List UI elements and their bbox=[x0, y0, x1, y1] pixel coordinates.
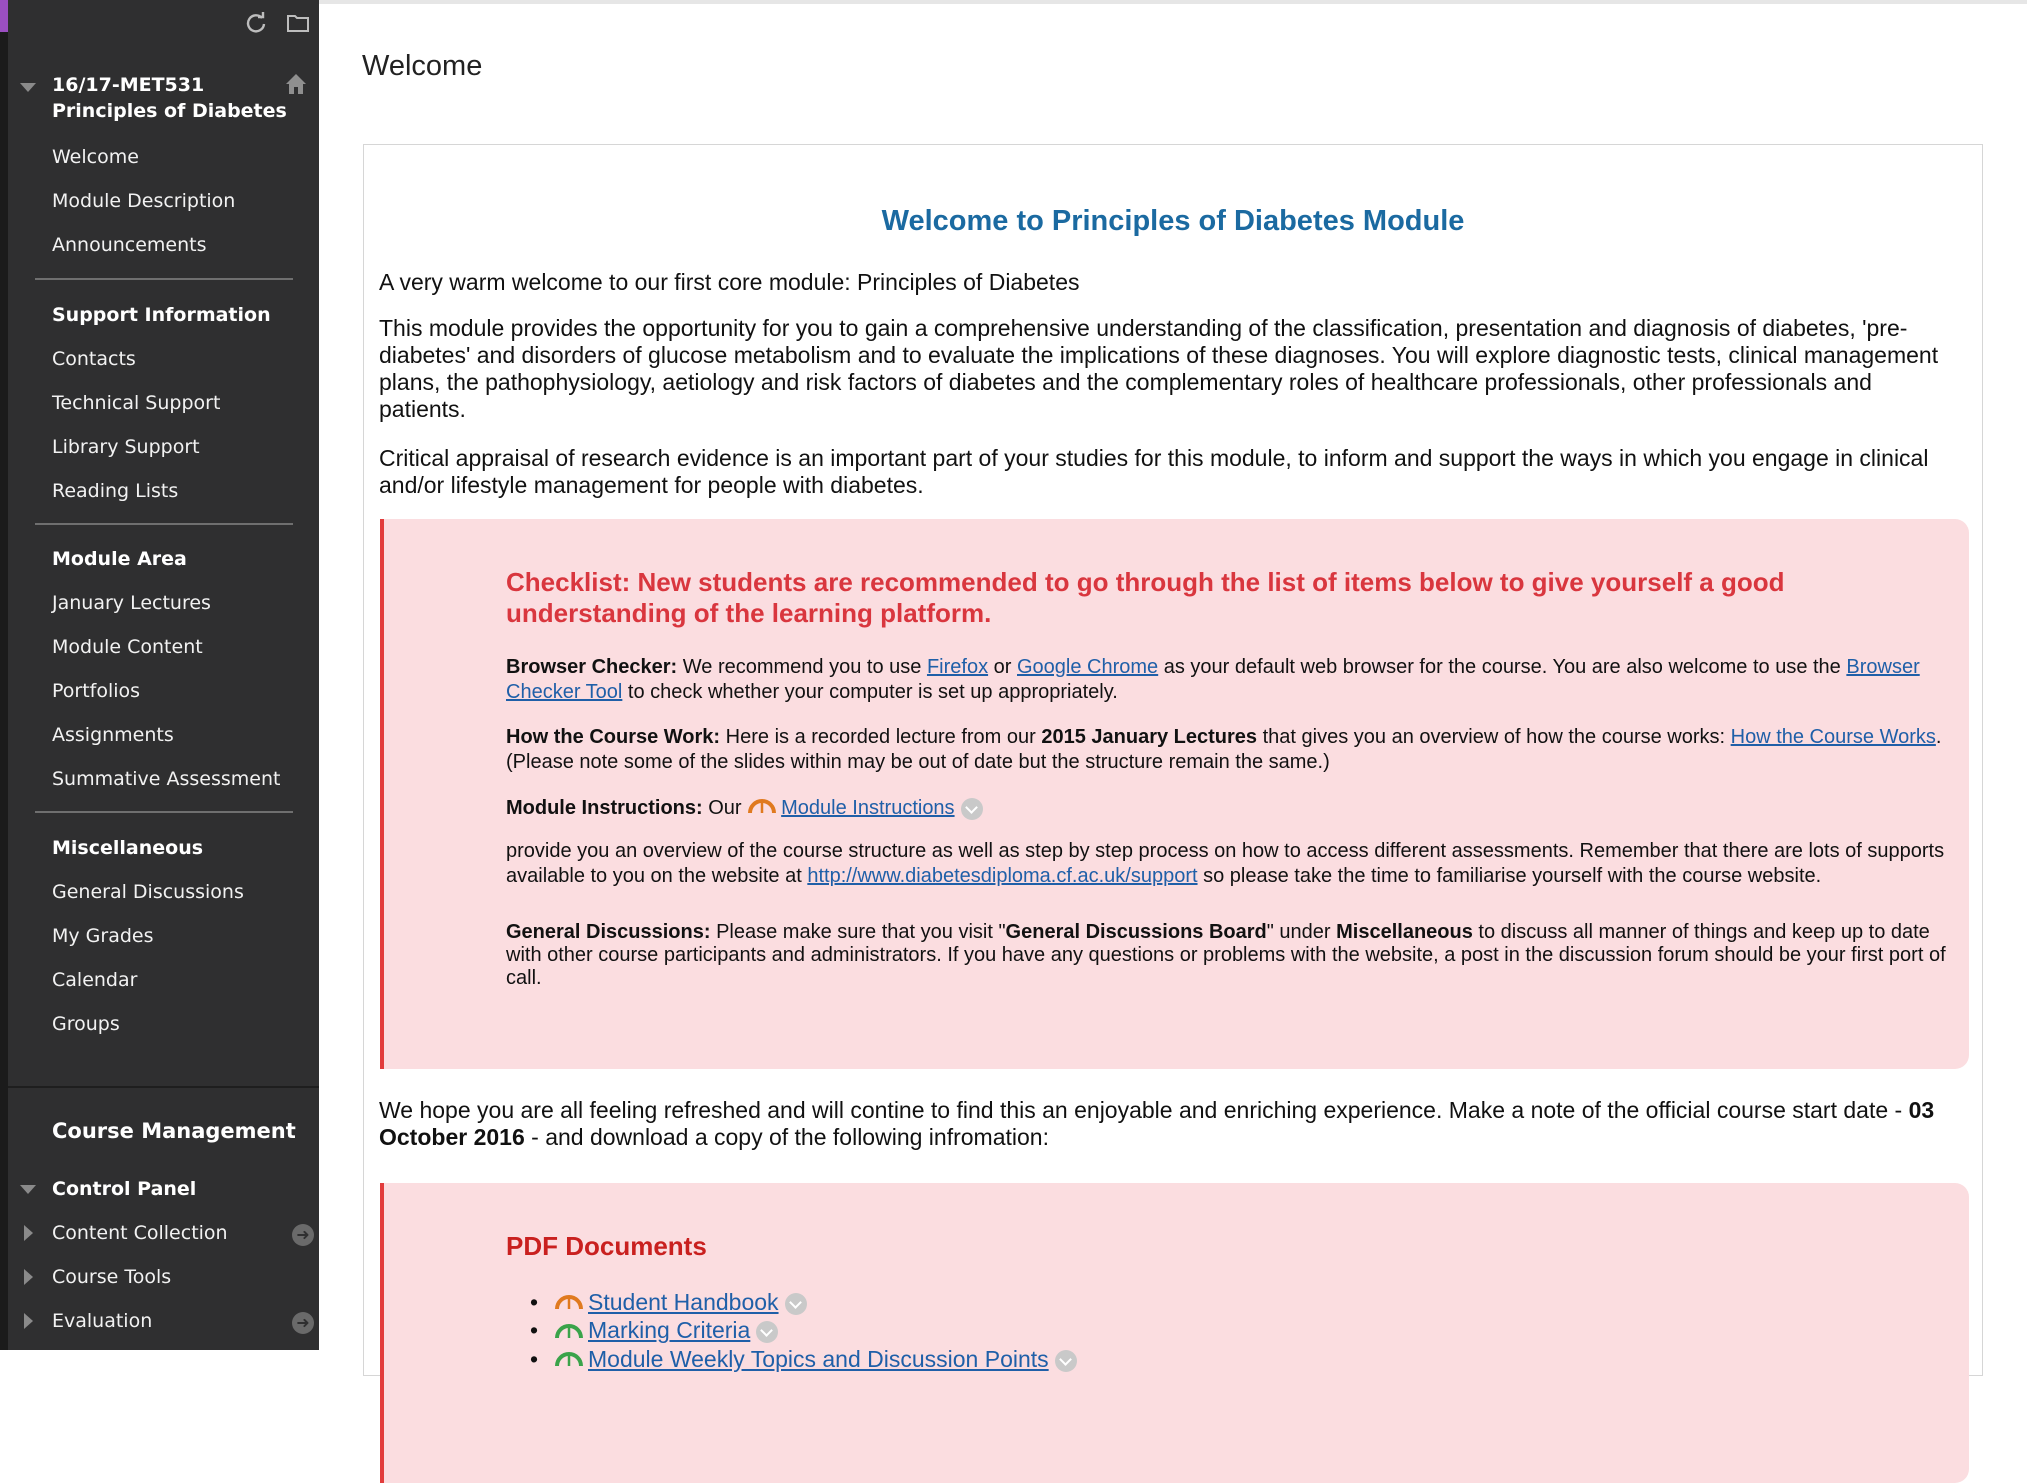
file-gauge-icon bbox=[554, 1347, 584, 1374]
closing-paragraph bbox=[379, 1097, 1964, 1151]
marking-criteria-link[interactable]: Marking Criteria bbox=[588, 1317, 751, 1344]
overview-text: so please take the time to familiarise yourself with the course website. bbox=[1203, 865, 1822, 887]
weekly-topics-link[interactable]: Module Weekly Topics and Discussion Points bbox=[588, 1345, 1049, 1372]
checklist-callout bbox=[380, 519, 1969, 1069]
course-management-heading: Course Management bbox=[52, 1119, 296, 1143]
module-instructions-paragraph bbox=[506, 795, 1946, 822]
divider bbox=[8, 1086, 319, 1088]
go-arrow-icon[interactable]: ➜ bbox=[292, 1224, 314, 1246]
browser-checker-paragraph bbox=[506, 655, 1946, 705]
how-course-works-paragraph bbox=[506, 725, 1946, 775]
support-url-link[interactable]: http://www.diabetesdiploma.cf.ac.uk/support bbox=[807, 865, 1198, 887]
divider bbox=[35, 278, 293, 280]
pdf-documents-title: PDF Documents bbox=[506, 1231, 707, 1261]
top-border bbox=[319, 0, 2027, 4]
overview-paragraph bbox=[506, 839, 1946, 889]
overview-text: provide you an overview of the course structure as well as step by step process on how to access different assessments. Remember that there are lots of supports available to you on the website at bbox=[506, 840, 1945, 887]
home-icon[interactable] bbox=[284, 72, 308, 96]
checklist-title: Checklist: New students are recommended to go through the list of items below to give yourself a good understanding of the learning platform. bbox=[506, 567, 1785, 628]
sidebar-item-assignments[interactable]: Assignments bbox=[52, 724, 174, 746]
control-item-course-tools[interactable]: Course Tools bbox=[52, 1266, 172, 1288]
how-course-text: . (Please note some of the slides within may be out of date but the structure remain the same.) bbox=[506, 726, 1942, 773]
module-instructions-link[interactable]: Module Instructions bbox=[781, 796, 955, 819]
divider bbox=[35, 811, 293, 813]
dropdown-chevron-icon[interactable] bbox=[756, 1321, 778, 1343]
sidebar-item-my-grades[interactable]: My Grades bbox=[52, 925, 154, 947]
folder-icon[interactable] bbox=[285, 10, 311, 36]
closing-text: We hope you are all feeling refreshed and will contine to find this an enjoyable and enriching experience. Make a note of the official course start date - bbox=[379, 1097, 1903, 1123]
closing-text: - and download a copy of the following infromation: bbox=[531, 1124, 1049, 1150]
control-item-evaluation[interactable]: Evaluation bbox=[52, 1310, 153, 1332]
section-heading-support: Support Information bbox=[52, 304, 271, 326]
list-item bbox=[554, 1289, 1077, 1317]
dropdown-chevron-icon[interactable] bbox=[961, 798, 983, 820]
firefox-link[interactable]: Firefox bbox=[926, 656, 989, 678]
sidebar-item-january-lectures[interactable]: January Lectures bbox=[52, 592, 211, 614]
module-instructions-label: Module Instructions: bbox=[506, 796, 703, 819]
appraisal-paragraph: Critical appraisal of research evidence is an important part of your studies for this module, to inform and support the ways in which you engage in clinical and/or lifestyle management for people with diabetes. bbox=[379, 445, 1929, 498]
page-title: Welcome bbox=[362, 50, 483, 82]
list-item bbox=[554, 1346, 1077, 1374]
collapse-caret-icon[interactable] bbox=[20, 83, 36, 92]
sidebar-item-contacts[interactable]: Contacts bbox=[52, 348, 136, 370]
gd-text: to discuss all manner of things and keep up to date with other course participants and administrators. If you have any questions or problems with the website, a post in the discussion forum should be your first port of call. bbox=[506, 921, 1946, 989]
general-discussions-paragraph bbox=[506, 921, 1946, 990]
browser-checker-label: Browser Checker: bbox=[506, 656, 678, 678]
sidebar-item-portfolios[interactable]: Portfolios bbox=[52, 680, 141, 702]
refresh-icon[interactable] bbox=[243, 10, 269, 36]
browser-text: as your default web browser for the course. You are also welcome to use the bbox=[1163, 656, 1841, 678]
january-lectures-bold: 2015 January Lectures bbox=[1041, 726, 1258, 748]
how-course-text: that gives you an overview of how the course works: bbox=[1262, 726, 1726, 748]
file-gauge-icon bbox=[554, 1290, 584, 1317]
browser-text: We recommend you to use bbox=[682, 656, 922, 678]
how-the-course-works-link[interactable]: How the Course Works bbox=[1730, 726, 1936, 748]
google-chrome-link[interactable]: Google Chrome bbox=[1017, 656, 1159, 678]
description-paragraph: This module provides the opportunity for you to gain a comprehensive understanding of the classification, presentation and diagnosis of diabetes, 'pre-diabetes' and disorders of glucose metabolism and to evaluate the implications of these diagnoses. You will explore diagnostic tests, clinical management plans, the pathophysiology, aetiology and risk factors of diabetes and the complementary roles of healthcare professionals, other professionals and patients. bbox=[379, 315, 1939, 422]
content-area bbox=[363, 144, 1983, 1376]
course-menu bbox=[8, 0, 319, 1350]
divider bbox=[35, 523, 293, 525]
browser-text: to check whether your computer is set up appropriately. bbox=[627, 681, 1118, 703]
sidebar-item-library-support[interactable]: Library Support bbox=[52, 436, 200, 458]
or-text: or bbox=[993, 656, 1012, 678]
how-course-work-label: How the Course Work: bbox=[506, 726, 721, 748]
expand-arrow-icon[interactable] bbox=[24, 1269, 33, 1285]
section-heading-module-area: Module Area bbox=[52, 548, 187, 570]
browser-checker-tool-link[interactable]: Browser Checker Tool bbox=[506, 656, 1920, 703]
sidebar-item-groups[interactable]: Groups bbox=[52, 1013, 120, 1035]
file-gauge-icon bbox=[747, 795, 777, 822]
collapse-caret-icon[interactable] bbox=[20, 1185, 36, 1194]
sidebar-item-summative-assessment[interactable]: Summative Assessment bbox=[52, 768, 281, 790]
module-instructions-text: Our bbox=[708, 796, 742, 819]
expand-arrow-icon[interactable] bbox=[24, 1225, 33, 1241]
control-item-content-collection[interactable]: Content Collection bbox=[52, 1222, 228, 1244]
sidebar-item-calendar[interactable]: Calendar bbox=[52, 969, 138, 991]
sidebar-item-announcements[interactable]: Announcements bbox=[52, 234, 207, 256]
gd-board-bold: General Discussions Board bbox=[1005, 921, 1267, 943]
dropdown-chevron-icon[interactable] bbox=[785, 1293, 807, 1315]
dropdown-chevron-icon[interactable] bbox=[1055, 1350, 1077, 1372]
pdf-list bbox=[554, 1289, 1077, 1374]
gd-text: " under bbox=[1266, 921, 1331, 943]
general-discussions-label: General Discussions: bbox=[506, 921, 711, 943]
control-panel-heading[interactable]: Control Panel bbox=[52, 1178, 197, 1200]
how-course-text: Here is a recorded lecture from our bbox=[725, 726, 1036, 748]
go-arrow-icon[interactable]: ➜ bbox=[292, 1312, 314, 1334]
expand-arrow-icon[interactable] bbox=[24, 1313, 33, 1329]
sidebar-item-technical-support[interactable]: Technical Support bbox=[52, 392, 221, 414]
left-edge-strip bbox=[0, 0, 8, 1350]
intro-text: A very warm welcome to our first core module: Principles of Diabetes bbox=[379, 269, 1080, 295]
start-date-bold: 03 October 2016 bbox=[379, 1097, 1935, 1150]
pdf-documents-callout bbox=[380, 1183, 1969, 1483]
file-gauge-icon bbox=[554, 1319, 584, 1346]
sidebar-item-reading-lists[interactable]: Reading Lists bbox=[52, 480, 179, 502]
gd-miscellaneous-bold: Miscellaneous bbox=[1336, 921, 1473, 943]
sidebar-item-general-discussions[interactable]: General Discussions bbox=[52, 881, 244, 903]
course-title[interactable]: 16/17-MET531 Principles of Diabetes bbox=[52, 74, 287, 122]
student-handbook-link[interactable]: Student Handbook bbox=[588, 1289, 779, 1315]
sidebar-item-welcome[interactable]: Welcome bbox=[52, 146, 139, 168]
welcome-heading: Welcome to Principles of Diabetes Module bbox=[881, 205, 1465, 237]
section-heading-miscellaneous: Miscellaneous bbox=[52, 837, 204, 859]
gd-text: Please make sure that you visit " bbox=[716, 921, 1006, 943]
sidebar-item-module-description[interactable]: Module Description bbox=[52, 190, 236, 212]
list-item bbox=[554, 1317, 1077, 1345]
sidebar-item-module-content[interactable]: Module Content bbox=[52, 636, 203, 658]
